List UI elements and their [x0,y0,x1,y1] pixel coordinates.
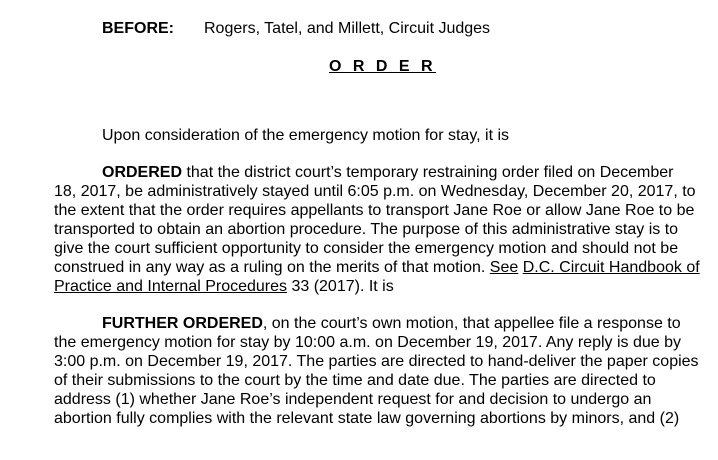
para2-line1-text: , on the court’s own motion, that appellee file a response to [262,315,681,332]
para1-line6-text: construed in any way as a ruling on the merits of that motion. [54,259,490,276]
para1-line7-text: 33 (2017). It is [287,278,394,295]
para1-line4: transported to obtain an abortion procedure. The purpose of this administrative stay is to [54,221,679,238]
para1-line5: give the court sufficient opportunity to consider the emergency motion and should not be [54,240,679,257]
para2-line3: 3:00 p.m. on December 19, 2017. The parties are directed to hand-deliver the paper copies [54,353,699,370]
further-ordered-lead: FURTHER ORDERED [102,315,263,332]
para1-line7 [54,277,394,296]
para1-line3: the extent that the order requires appellants to transport Jane Roe or allow Jane Roe to be [54,202,695,219]
para1-line2: 18, 2017, be administratively stayed until 6:05 p.m. on Wednesday, December 20, 2017, to [54,183,696,200]
para2-line1 [102,314,681,333]
order-title: O R D E R [329,58,437,75]
see-signal: See [489,259,519,276]
para2-line2: the emergency motion for stay by 10:00 a.m. on December 19, 2017. Any reply is due by [54,334,682,351]
para1-line1-text: that the district court’s temporary restraining order filed on December [182,164,674,181]
judges-list: Rogers, Tatel, and Millett, Circuit Judges [204,20,491,37]
para1-line1 [102,163,674,182]
ordered-lead: ORDERED [102,164,183,181]
before-label: BEFORE: [102,20,174,37]
intro-sentence: Upon consideration of the emergency motion for stay, it is [102,127,510,144]
para2-line4: of their submissions to the court by the time and date due. The parties are directed to [54,372,656,389]
para2-line6: abortion fully complies with the relevant state law governing abortions by minors, and (2) [54,410,680,427]
citation-title-part2: Practice and Internal Procedures [54,278,288,295]
para2-line5: address (1) whether Jane Roe’s independent request for and decision to undergo an [54,391,652,408]
panel-line [102,19,490,39]
para1-line6 [54,258,700,277]
citation-title-part1: D.C. Circuit Handbook of [522,259,700,276]
